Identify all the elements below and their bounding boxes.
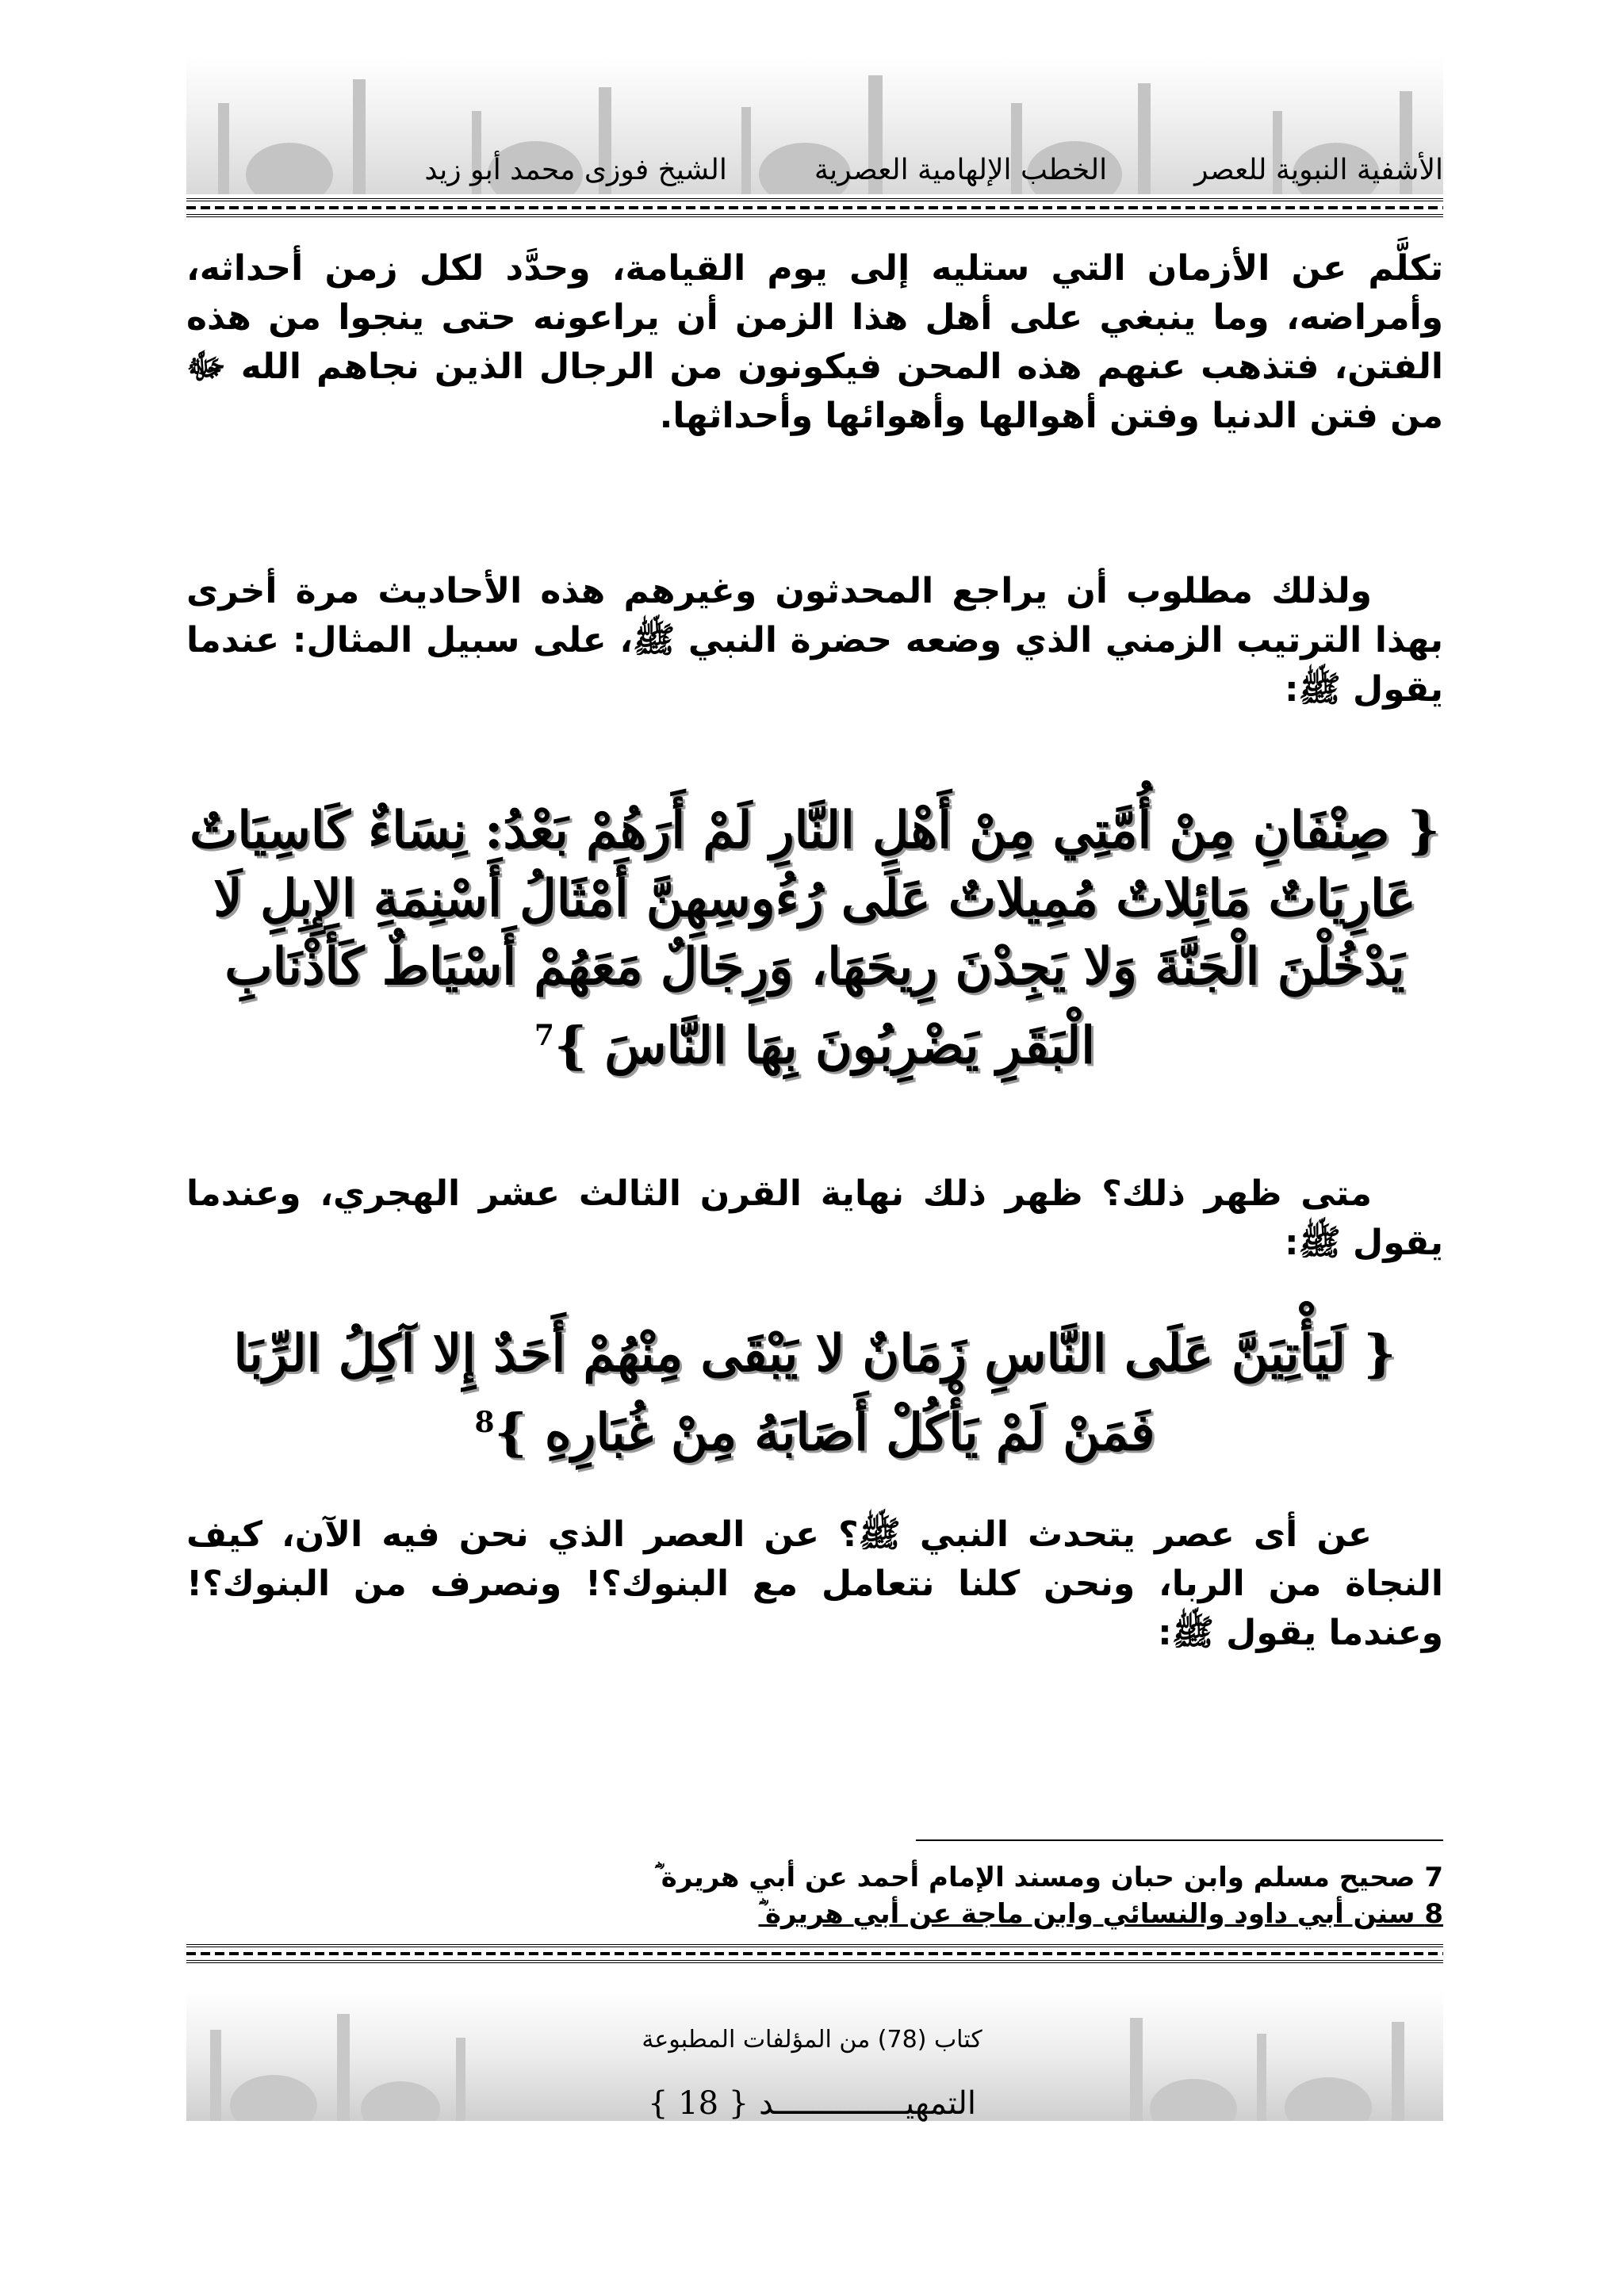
footnote-8: 8 سنن أبي داود والنسائي وابن ماجة عن أبي هريرة ؓ — [758, 1898, 1443, 1930]
paragraph-4-block — [186, 1510, 1443, 1658]
footer-divider — [186, 1944, 1443, 1963]
page-number: التمهيــــــــــــــد { 18 } — [647, 2085, 977, 2122]
paragraph-4 — [186, 1510, 1443, 1658]
paragraph-2-block — [186, 567, 1443, 714]
header-collection: الخطب الإلهامية العصرية — [814, 154, 1108, 186]
main-text — [186, 244, 1443, 441]
footer-book-info: كتاب (78) من المؤلفات المطبوعة — [642, 2026, 982, 2054]
footnotes — [186, 1859, 1443, 1932]
footnote-7: 7 صحيح مسلم وابن حبان ومسند الإمام أحمد عن أبي هريرة ؓ — [654, 1862, 1443, 1893]
paragraph-2-text: ولذلك مطلوب أن يراجع المحدثون وغيرهم هذه الأحاديث مرة أخرى بهذا الترتيب الزمني الذي وضعه حضرة النبي ﷺ، على سبيل المثال: عندما يقول ﷺ: — [186, 571, 1443, 710]
header-author: الشيخ فوزى محمد أبو زيد — [424, 154, 727, 186]
running-header — [278, 147, 1443, 194]
hadith-2-block — [186, 1320, 1443, 1467]
header-divider — [186, 198, 1443, 217]
footnote-separator — [916, 1839, 1443, 1841]
hadith-2-text: { لَيَأْتِيَنَّ عَلَى النَّاسِ زَمَانٌ لا يَبْقَى مِنْهُمْ أَحَدٌ إِلا آكِلُ الرِّبَا فَمَنْ لَمْ يَأْكُلْ أَصَابَهُ مِنْ غُبَارِهِ } — [233, 1324, 1396, 1463]
footnote-ref-7[interactable]: 7 — [534, 1019, 554, 1052]
hadith-1 — [186, 797, 1443, 1080]
footnote-ref-8[interactable]: 8 — [474, 1406, 495, 1439]
paragraph-3 — [186, 1169, 1443, 1268]
hadith-1-text: { صِنْفَانِ مِنْ أُمَّتِي مِنْ أَهْلِ النَّارِ لَمْ أَرَهُمْ بَعْدُ: نِسَاءٌ كَاسِيَاتٌ عَارِيَاتٌ مَائِلاتٌ مُمِيلاتٌ عَلَى رُءُوسِهِنَّ أَمْثَالُ أَسْنِمَةِ الإِبِلِ لَا يَدْخُلْنَ الْجَنَّةَ وَلا يَجِدْنَ رِيحَهَا، وَرِجَالٌ مَعَهُمْ أَسْيَاطٌ كَأَذْنَابِ الْبَقَرِ يَضْرِبُونَ بِهَا النَّاسَ } — [190, 801, 1440, 1076]
header-series: الأشفية النبوية للعصر — [1194, 154, 1443, 186]
hadith-1-block — [186, 797, 1443, 1080]
paragraph-3-text: متى ظهر ذلك؟ ظهر ذلك نهاية القرن الثالث عشر الهجري، وعندما يقول ﷺ: — [186, 1173, 1443, 1263]
hadith-2 — [186, 1320, 1443, 1467]
paragraph-3-block — [186, 1169, 1443, 1268]
paragraph-2 — [186, 567, 1443, 714]
paragraph-1: تكلَّم عن الأزمان التي ستليه إلى يوم القيامة، وحدَّد لكل زمن أحداثه، وأمراضه، وما ينبغي على أهل هذا الزمن أن يراعونه حتى ينجوا من هذه الفتن، فتذهب عنهم هذه المحن فيكونون من الرجال الذين نجاهم الله ﷻ من فتن الدنيا وفتن أهوالها وأهوائها وأحداثها. — [186, 248, 1443, 436]
paragraph-4-text: عن أى عصر يتحدث النبي ﷺ؟ عن العصر الذي نحن فيه الآن، كيف النجاة من الربا، ونحن كلنا نتعامل مع البنوك؟! ونصرف من البنوك؟! وعندما يقول ﷺ: — [186, 1514, 1443, 1653]
